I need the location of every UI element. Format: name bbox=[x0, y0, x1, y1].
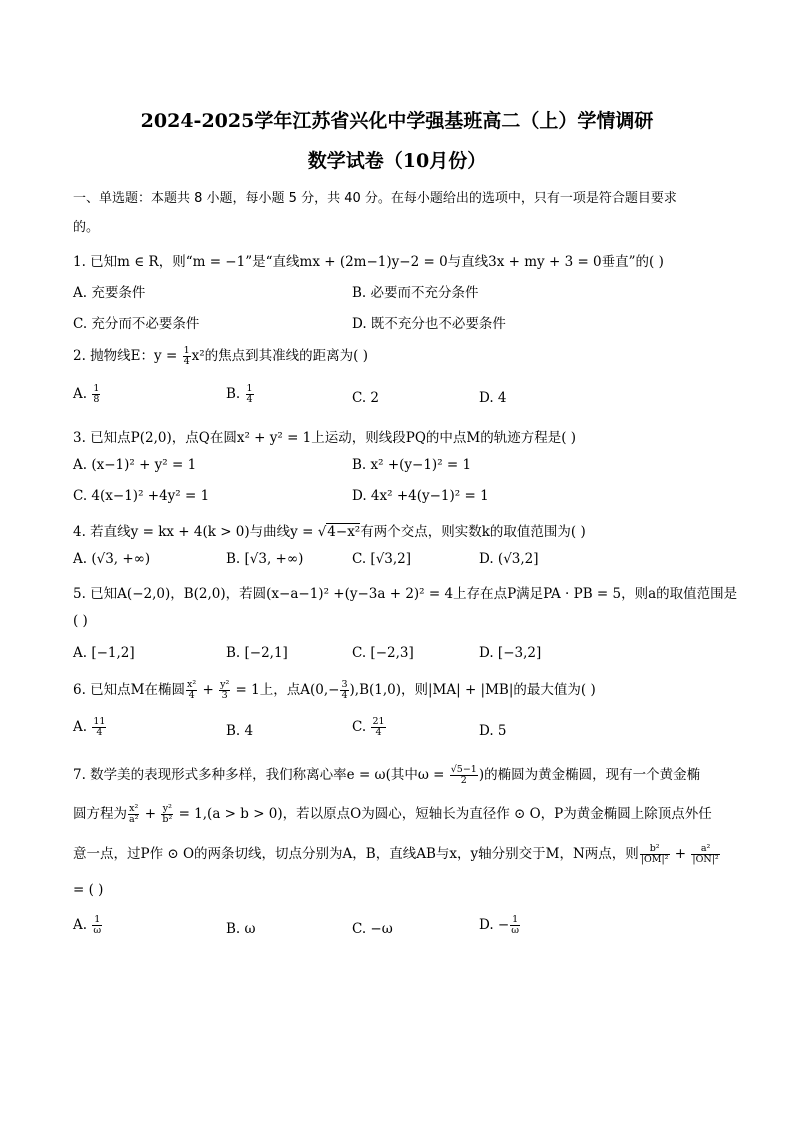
question-6-option-d: D. 5 bbox=[479, 723, 507, 739]
question-7-option-c: C. −ω bbox=[352, 921, 393, 937]
question-4-option-c: C. [√3,2] bbox=[352, 551, 412, 567]
question-1-option-c: C. 充分而不必要条件 bbox=[73, 316, 200, 332]
question-1-option-a: A. 充要条件 bbox=[73, 285, 146, 301]
page-title: 2024-2025学年江苏省兴化中学强基班高二（上）学情调研 bbox=[140, 110, 654, 132]
section-heading: 一、单选题：本题共 8 小题，每小题 5 分，共 40 分。在每小题给出的选项中，只有一项是符合题目要求 bbox=[73, 191, 677, 206]
question-7-stem-line2: 圆方程为 $\frac{\text{x²}}{\text{a²}}$ + $\frac{\text{y²}}{\text{b²}}$ = 1,(a > b > 0)，若以原点O为圆心，短轴长为直径作 ⊙ O，P为黄金椭圆上除顶点外任 bbox=[73, 803, 712, 825]
question-5-option-c: C. [−2,3] bbox=[352, 645, 414, 661]
question-3-option-c: C. 4(x−1)² +4y² = 1 bbox=[73, 488, 210, 504]
question-7-option-a: A. $\frac{1}{\omega}$ bbox=[73, 914, 102, 936]
question-4-option-b: B. [√3, +∞) bbox=[226, 551, 304, 567]
question-5-stem-cont: ( ) bbox=[73, 613, 88, 629]
question-7-stem-line4: = ( ) bbox=[73, 882, 104, 898]
page-subtitle: 数学试卷（10月份） bbox=[307, 150, 487, 172]
question-2-option-d: D. 4 bbox=[479, 390, 507, 406]
question-3-stem: 3. 已知点P(2,0)，点Q在圆x² + y² = 1上运动，则线段PQ的中点M的轨迹方程是( ) bbox=[73, 430, 577, 446]
question-7-stem-line3: 意一点，过P作 ⊙ O的两条切线，切点分别为A，B，直线AB与x，y轴分别交于M，N两点，则 $\frac{\text{b²}}{\text{|OM|²}}$ + $\frac{\text{a²}}{\text{|ON|²}}$ bbox=[73, 843, 719, 865]
question-5-option-d: D. [−3,2] bbox=[479, 645, 542, 661]
question-2-option-b: B. $\frac{1}{4}$ bbox=[226, 383, 253, 405]
question-5-option-a: A. [−1,2] bbox=[73, 645, 135, 661]
question-5-option-b: B. [−2,1] bbox=[226, 645, 288, 661]
question-7-option-b: B. ω bbox=[226, 921, 256, 937]
question-1-stem: 1. 已知m ∈ R，则“m = −1”是“直线mx + (2m−1)y−2 = 0与直线3x + my + 3 = 0垂直”的( ) bbox=[73, 254, 664, 270]
question-2-option-c: C. 2 bbox=[352, 390, 380, 406]
question-1-option-d: D. 既不充分也不必要条件 bbox=[352, 316, 506, 332]
question-5-stem: 5. 已知A(−2,0)，B(2,0)，若圆(x−a−1)² +(y−3a + 2)² = 4上存在点P满足PA · PB = 5，则a的取值范围是 bbox=[73, 586, 738, 602]
question-2-stem: 2. 抛物线E：y = $\frac{1}{4}$ x²的焦点到其准线的距离为( ) bbox=[73, 345, 368, 367]
question-6-option-b: B. 4 bbox=[226, 723, 254, 739]
fraction: $\frac{1}{4}$ bbox=[183, 345, 190, 367]
question-6-stem: 6. 已知点M在椭圆 $\frac{\text{x²}}{4}$ + $\frac{\text{y²}}{3}$ = 1上，点A(0,− $\frac{3}{4}$ ),B(1,0)，则|MA| + |MB|的最大值为( ) bbox=[73, 679, 596, 701]
question-4-option-d: D. (√3,2] bbox=[479, 551, 539, 567]
question-3-option-a: A. (x−1)² + y² = 1 bbox=[73, 457, 197, 473]
question-7-option-d: D. − $\frac{1}{\omega}$ bbox=[479, 914, 519, 936]
question-4-stem: 4. 若直线y = kx + 4(k > 0)与曲线y = √4−x²有两个交点，则实数k的取值范围为( ) bbox=[73, 524, 586, 540]
question-1-option-b: B. 必要而不充分条件 bbox=[352, 285, 479, 301]
question-4-option-a: A. (√3, +∞) bbox=[73, 551, 151, 567]
question-3-option-d: D. 4x² +4(y−1)² = 1 bbox=[352, 488, 489, 504]
section-heading-cont: 的。 bbox=[73, 220, 100, 235]
question-7-stem: 7. 数学美的表现形式多种多样，我们称离心率e = ω(其中ω = $\frac{√5-1}{2}$ )的椭圆为黄金椭圆，现有一个黄金椭 bbox=[73, 764, 701, 786]
question-2-option-a: A. $\frac{1}{8}$ bbox=[73, 383, 100, 405]
question-6-option-a: A. $\frac{11}{4}$ bbox=[73, 716, 106, 738]
question-6-option-c: C. $\frac{21}{4}$ bbox=[352, 716, 385, 738]
question-3-option-b: B. x² +(y−1)² = 1 bbox=[352, 457, 472, 473]
